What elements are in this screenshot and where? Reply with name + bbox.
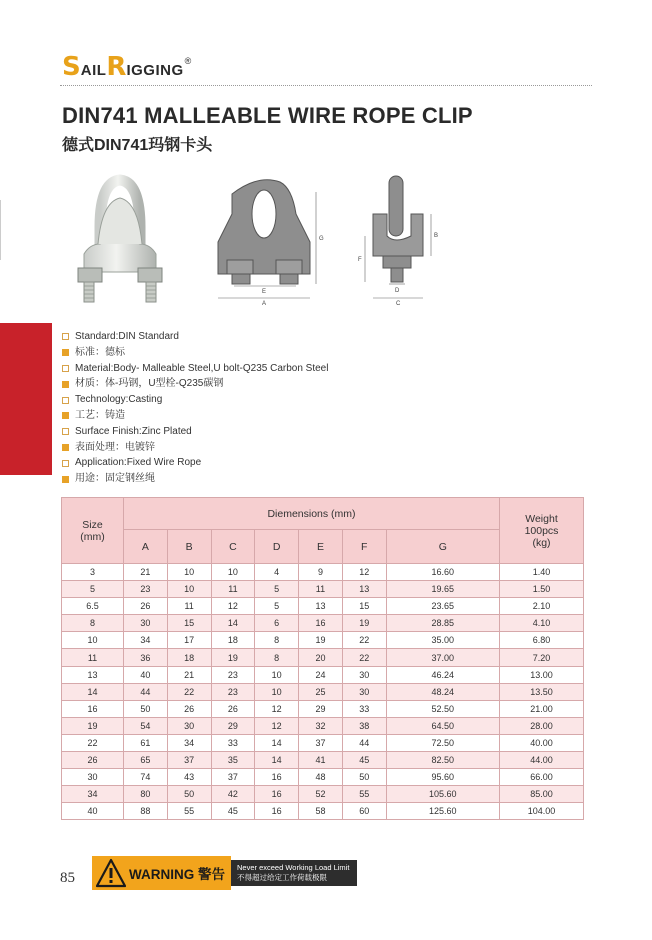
square-bullet-icon [62, 349, 69, 356]
table-cell: 8 [255, 632, 299, 649]
table-cell: 40.00 [500, 734, 584, 751]
table-cell: 35 [211, 752, 255, 769]
label-c: C [396, 301, 401, 307]
label-d: D [395, 288, 400, 294]
table-cell: 8 [255, 649, 299, 666]
table-cell: 26 [124, 598, 168, 615]
table-cell: 30 [342, 666, 386, 683]
side-view-drawing [355, 174, 450, 314]
spec-item [62, 329, 328, 345]
spec-text: 标准：德标 [75, 346, 125, 358]
table-cell: 30 [62, 769, 124, 786]
warning-text-en: Never exceed Working Load Limit [237, 863, 350, 872]
table-cell: 48 [299, 769, 343, 786]
column-header-d: D [255, 530, 299, 564]
table-cell: 11 [62, 649, 124, 666]
table-cell: 5 [255, 581, 299, 598]
table-row [62, 683, 584, 700]
warning-icon [96, 858, 126, 888]
table-cell: 13.50 [500, 683, 584, 700]
table-cell: 37 [299, 734, 343, 751]
table-cell: 52 [299, 786, 343, 803]
table-cell: 1.40 [500, 564, 584, 581]
dimensions-header: Diemensions (mm) [124, 498, 500, 530]
spec-item [62, 455, 328, 471]
table-cell: 23 [124, 581, 168, 598]
hollow-square-bullet-icon [62, 397, 69, 404]
table-cell: 42 [211, 786, 255, 803]
table-cell: 28.85 [386, 615, 499, 632]
table-row [62, 752, 584, 769]
square-bullet-icon [62, 381, 69, 388]
column-header-f: F [342, 530, 386, 564]
table-cell: 33 [211, 734, 255, 751]
table-cell: 61 [124, 734, 168, 751]
spec-text: Technology:Casting [75, 394, 163, 406]
page-title: DIN741 MALLEABLE WIRE ROPE CLIP [62, 103, 473, 128]
table-cell: 12 [255, 700, 299, 717]
spec-text: 材质：体-玛钢，U型栓-Q235碳钢 [75, 378, 224, 390]
column-header-c: C [211, 530, 255, 564]
table-row [62, 564, 584, 581]
table-cell: 82.50 [386, 752, 499, 769]
spec-item [62, 424, 328, 440]
table-row [62, 649, 584, 666]
spec-item [62, 440, 328, 456]
hollow-square-bullet-icon [62, 428, 69, 435]
table-cell: 23 [211, 683, 255, 700]
table-cell: 16.60 [386, 564, 499, 581]
spec-item [62, 361, 328, 377]
table-cell: 44 [124, 683, 168, 700]
table-cell: 37 [211, 769, 255, 786]
table-cell: 104.00 [500, 803, 584, 820]
label-a: A [262, 301, 267, 307]
table-cell: 20 [299, 649, 343, 666]
table-cell: 1.50 [500, 581, 584, 598]
table-cell: 40 [62, 803, 124, 820]
table-cell: 29 [211, 717, 255, 734]
logo-r: R [106, 52, 127, 82]
table-cell: 55 [342, 786, 386, 803]
table-cell: 19 [299, 632, 343, 649]
table-cell: 16 [255, 803, 299, 820]
table-cell: 33 [342, 700, 386, 717]
table-cell: 6.80 [500, 632, 584, 649]
table-row [62, 769, 584, 786]
table-cell: 52.50 [386, 700, 499, 717]
table-cell: 55 [167, 803, 211, 820]
spec-list [62, 329, 328, 487]
spec-text: Surface Finish:Zinc Plated [75, 425, 192, 437]
table-cell: 26 [167, 700, 211, 717]
table-cell: 4 [255, 564, 299, 581]
logo-s: S [62, 52, 81, 82]
table-cell: 10 [62, 632, 124, 649]
table-cell: 60 [342, 803, 386, 820]
table-cell: 23 [211, 666, 255, 683]
table-cell: 34 [62, 786, 124, 803]
table-cell: 14 [62, 683, 124, 700]
table-cell: 19 [211, 649, 255, 666]
table-cell: 72.50 [386, 734, 499, 751]
table-cell: 11 [299, 581, 343, 598]
table-cell: 16 [62, 700, 124, 717]
table-cell: 13 [62, 666, 124, 683]
table-cell: 18 [211, 632, 255, 649]
table-cell: 7.20 [500, 649, 584, 666]
table-cell: 66.00 [500, 769, 584, 786]
table-cell: 40 [124, 666, 168, 683]
table-cell: 23.65 [386, 598, 499, 615]
table-row [62, 632, 584, 649]
spec-text: 用途：固定钢丝绳 [75, 473, 155, 485]
table-cell: 26 [211, 700, 255, 717]
table-cell: 13 [299, 598, 343, 615]
table-cell: 15 [342, 598, 386, 615]
table-cell: 22 [342, 632, 386, 649]
table-cell: 8 [62, 615, 124, 632]
table-cell: 13 [342, 581, 386, 598]
spec-item [62, 408, 328, 424]
logo-ail: AIL [80, 62, 107, 79]
page-number: 85 [60, 870, 75, 886]
hollow-square-bullet-icon [62, 333, 69, 340]
table-cell: 9 [299, 564, 343, 581]
warning-label [92, 856, 231, 890]
header-divider [60, 85, 592, 86]
column-header-e: E [299, 530, 343, 564]
table-cell: 24 [299, 666, 343, 683]
table-cell: 36 [124, 649, 168, 666]
table-cell: 64.50 [386, 717, 499, 734]
table-cell: 30 [124, 615, 168, 632]
label-g: G [319, 236, 324, 242]
table-cell: 16 [255, 769, 299, 786]
label-b: B [434, 233, 439, 239]
table-cell: 41 [299, 752, 343, 769]
table-cell: 38 [342, 717, 386, 734]
table-cell: 19.65 [386, 581, 499, 598]
warning-word: WARNING 警告 [129, 867, 225, 882]
spec-text: 工艺：铸造 [75, 409, 125, 421]
table-cell: 21 [167, 666, 211, 683]
square-bullet-icon [62, 476, 69, 483]
table-cell: 14 [255, 752, 299, 769]
table-cell: 2.10 [500, 598, 584, 615]
table-row [62, 717, 584, 734]
table-cell: 30 [167, 717, 211, 734]
front-view-drawing [210, 174, 330, 314]
table-cell: 74 [124, 769, 168, 786]
hollow-square-bullet-icon [62, 460, 69, 467]
table-cell: 32 [299, 717, 343, 734]
table-cell: 14 [255, 734, 299, 751]
table-row [62, 786, 584, 803]
table-cell: 50 [124, 700, 168, 717]
product-photo [70, 172, 170, 307]
table-cell: 45 [342, 752, 386, 769]
table-row [62, 581, 584, 598]
table-cell: 37.00 [386, 649, 499, 666]
table-row [62, 666, 584, 683]
table-cell: 10 [255, 666, 299, 683]
table-cell: 11 [211, 581, 255, 598]
table-cell: 19 [62, 717, 124, 734]
spec-text: Application:Fixed Wire Rope [75, 457, 202, 469]
section-tab [0, 323, 52, 475]
table-cell: 34 [167, 734, 211, 751]
spec-item [62, 376, 328, 392]
label-e: E [262, 289, 267, 295]
table-cell: 95.60 [386, 769, 499, 786]
spec-text: 表面处理：电镀锌 [75, 441, 155, 453]
table-cell: 5 [62, 581, 124, 598]
spec-item [62, 471, 328, 487]
table-cell: 22 [342, 649, 386, 666]
table-cell: 37 [167, 752, 211, 769]
column-header-g: G [386, 530, 499, 564]
table-cell: 45 [211, 803, 255, 820]
table-cell: 12 [255, 717, 299, 734]
table-cell: 65 [124, 752, 168, 769]
column-header-a: A [124, 530, 168, 564]
table-row [62, 615, 584, 632]
table-cell: 5 [255, 598, 299, 615]
spec-text: Material:Body- Malleable Steel,U bolt-Q235 Carbon Steel [75, 362, 329, 374]
table-row [62, 734, 584, 751]
table-cell: 15 [167, 615, 211, 632]
spec-text: Standard:DIN Standard [75, 331, 179, 342]
table-cell: 3 [62, 564, 124, 581]
square-bullet-icon [62, 444, 69, 451]
column-header-b: B [167, 530, 211, 564]
table-row [62, 803, 584, 820]
side-rule [0, 200, 1, 260]
table-cell: 85.00 [500, 786, 584, 803]
warning-text [231, 860, 357, 886]
table-cell: 58 [299, 803, 343, 820]
table-cell: 10 [167, 564, 211, 581]
table-cell: 35.00 [386, 632, 499, 649]
table-cell: 88 [124, 803, 168, 820]
warning-banner [92, 856, 357, 890]
table-cell: 21.00 [500, 700, 584, 717]
warning-text-cn: 不得超过给定工作荷载极限 [237, 873, 327, 882]
table-cell: 6 [255, 615, 299, 632]
page-subtitle-cn: 德式DIN741玛钢卡头 [62, 137, 213, 154]
hollow-square-bullet-icon [62, 365, 69, 372]
table-cell: 18 [167, 649, 211, 666]
label-f: F [358, 257, 362, 263]
table-cell: 12 [342, 564, 386, 581]
table-cell: 19 [342, 615, 386, 632]
table-cell: 125.60 [386, 803, 499, 820]
table-cell: 13.00 [500, 666, 584, 683]
table-cell: 11 [167, 598, 211, 615]
table-cell: 25 [299, 683, 343, 700]
weight-header: Weight 100pcs (kg) [500, 498, 584, 564]
table-cell: 16 [255, 786, 299, 803]
table-cell: 34 [124, 632, 168, 649]
table-cell: 22 [62, 734, 124, 751]
dimensions-table [61, 497, 584, 820]
table-cell: 10 [211, 564, 255, 581]
table-cell: 14 [211, 615, 255, 632]
table-cell: 12 [211, 598, 255, 615]
table-cell: 16 [299, 615, 343, 632]
table-cell: 54 [124, 717, 168, 734]
table-cell: 28.00 [500, 717, 584, 734]
table-cell: 44 [342, 734, 386, 751]
table-cell: 105.60 [386, 786, 499, 803]
table-row [62, 598, 584, 615]
table-cell: 80 [124, 786, 168, 803]
table-cell: 46.24 [386, 666, 499, 683]
table-cell: 22 [167, 683, 211, 700]
square-bullet-icon [62, 412, 69, 419]
logo-registered: ® [184, 56, 192, 66]
table-cell: 44.00 [500, 752, 584, 769]
table-cell: 10 [255, 683, 299, 700]
logo-igging: IGGING [126, 62, 184, 79]
table-cell: 6.5 [62, 598, 124, 615]
table-cell: 48.24 [386, 683, 499, 700]
table-row [62, 700, 584, 717]
size-header: Size (mm) [62, 498, 124, 564]
table-cell: 10 [167, 581, 211, 598]
table-cell: 4.10 [500, 615, 584, 632]
table-cell: 30 [342, 683, 386, 700]
table-cell: 21 [124, 564, 168, 581]
brand-logo [62, 54, 191, 80]
spec-item [62, 345, 328, 361]
table-cell: 26 [62, 752, 124, 769]
table-cell: 29 [299, 700, 343, 717]
spec-item [62, 392, 328, 408]
table-cell: 50 [167, 786, 211, 803]
table-cell: 50 [342, 769, 386, 786]
table-cell: 17 [167, 632, 211, 649]
table-cell: 43 [167, 769, 211, 786]
